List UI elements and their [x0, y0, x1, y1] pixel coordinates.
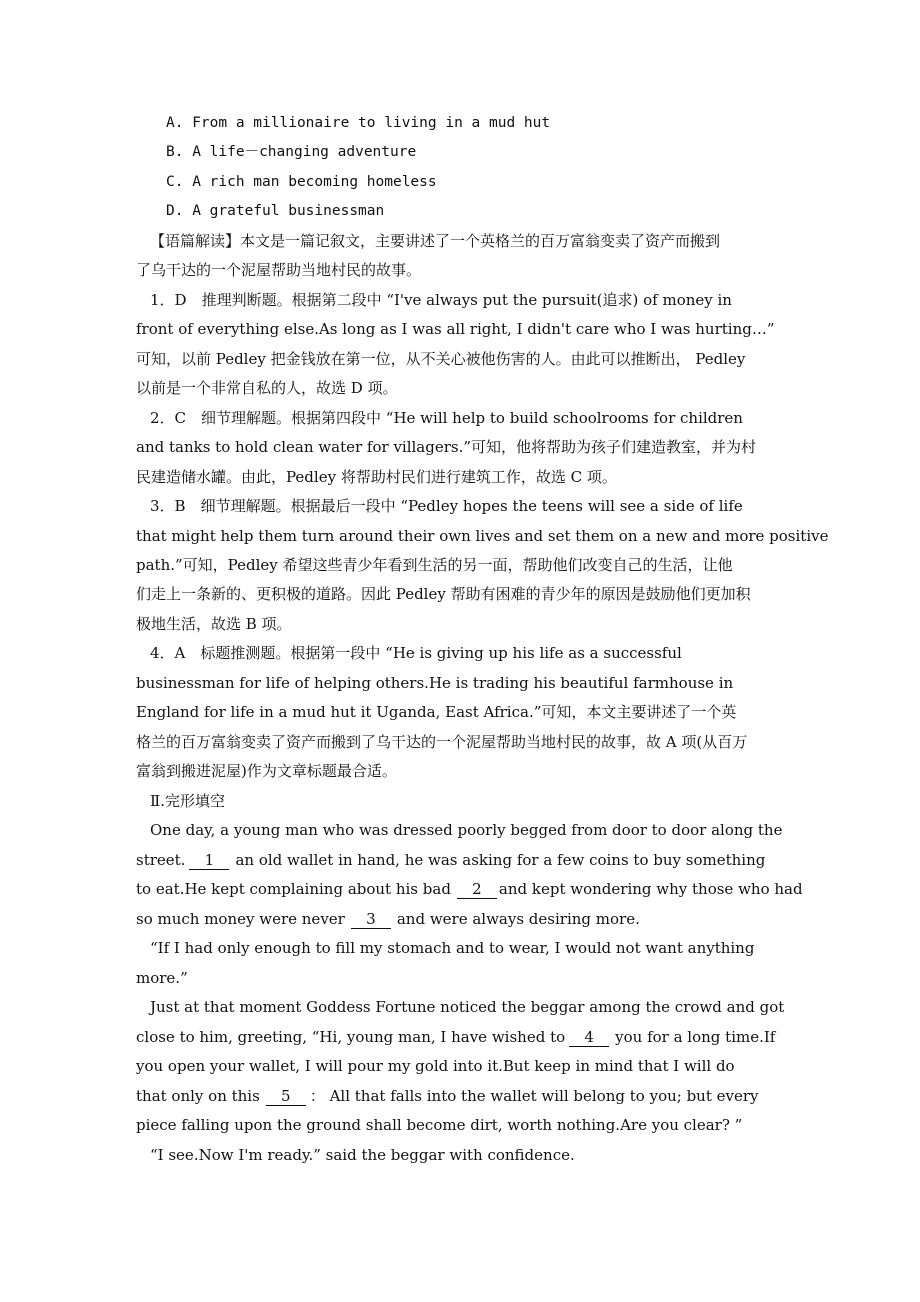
passage-line [136, 850, 765, 870]
answer-1-line: 以前是一个非常自私的人，故选 D 项。 [136, 379, 398, 397]
passage-line: Just at that moment Goddess Fortune noticed the beggar among the crowd and got [150, 998, 785, 1016]
answer-2-line: and tanks to hold clean water for villagers.”可知，他将帮助为孩子们建造教室，并为村 [136, 438, 757, 456]
passage-line: piece falling upon the ground shall become dirt, worth nothing.Are you clear? ” [136, 1116, 743, 1134]
answer-3-line: path.”可知，Pedley 希望这些青少年看到生活的另一面，帮助他们改变自己的生活，让他 [136, 556, 733, 574]
passage-text: to eat.He kept complaining about his bad [136, 880, 451, 898]
passage-text: close to him, greeting, “Hi, young man, I have wished to [136, 1028, 566, 1046]
answer-4-line: 格兰的百万富翁变卖了资产而搬到了乌干达的一个泥屋帮助当地村民的故事，故 A 项(从百万 [136, 733, 748, 751]
passage-text: an old wallet in hand, he was asking for a few coins to buy something [235, 851, 766, 869]
option-a: A. From a millionaire to living in a mud hut [166, 115, 551, 131]
answer-1-line: 1．D 推理判断题。根据第二段中 “I've always put the pursuit(追求) of money in [150, 291, 732, 309]
passage-line: “I see.Now I'm ready.” said the beggar with confidence. [150, 1146, 575, 1164]
passage-text: and were always desiring more. [396, 910, 640, 928]
analysis-line: 了乌干达的一个泥屋帮助当地村民的故事。 [136, 261, 422, 279]
blank-5[interactable]: 5 [266, 1087, 306, 1106]
passage-line: “If I had only enough to fill my stomach and to wear, I would not want anything [150, 939, 755, 957]
analysis-line: 【语篇解读】本文是一篇记叙文，主要讲述了一个英格兰的百万富翁变卖了资产而搬到 [150, 232, 721, 250]
answer-3-line: 极地生活，故选 B 项。 [136, 615, 292, 633]
passage-text: street. [136, 851, 186, 869]
blank-4[interactable]: 4 [569, 1028, 609, 1047]
passage-line: One day, a young man who was dressed poorly begged from door to door along the [150, 821, 783, 839]
answer-3-line: 3．B 细节理解题。根据最后一段中 “Pedley hopes the teens will see a side of life [150, 497, 743, 515]
passage-line: more.” [136, 969, 188, 987]
answer-4-line: businessman for life of helping others.He is trading his beautiful farmhouse in [136, 674, 734, 692]
section-title: Ⅱ.完形填空 [150, 792, 225, 810]
answer-2-line: 民建造储水罐。由此，Pedley 将帮助村民们进行建筑工作，故选 C 项。 [136, 468, 617, 486]
passage-text: ： All that falls into the wallet will belong to you; but every [309, 1087, 759, 1105]
answer-4-line: 4．A 标题推测题。根据第一段中 “He is giving up his life as a successful [150, 644, 682, 662]
answer-4-line: England for life in a mud hut it Uganda, East Africa.”可知，本文主要讲述了一个英 [136, 703, 737, 721]
answer-4-line: 富翁到搬进泥屋)作为文章标题最合适。 [136, 762, 397, 780]
passage-line [136, 879, 803, 899]
passage-text: you for a long time.If [615, 1028, 776, 1046]
answer-1-line: front of everything else.As long as I was all right, I didn't care who I was hurting…” [136, 320, 775, 338]
blank-3[interactable]: 3 [351, 910, 391, 929]
blank-2[interactable]: 2 [457, 880, 497, 899]
passage-text: and kept wondering why those who had [498, 880, 803, 898]
blank-1[interactable]: 1 [189, 851, 229, 870]
answer-3-line: 们走上一条新的、更积极的道路。因此 Pedley 帮助有困难的青少年的原因是鼓励他们更加积 [136, 585, 751, 603]
option-b: B. A life－changing adventure [166, 144, 417, 160]
passage-line: you open your wallet, I will pour my gold into it.But keep in mind that I will do [136, 1057, 735, 1075]
answer-3-line: that might help them turn around their own lives and set them on a new and more positive [136, 527, 829, 545]
option-d: D. A grateful businessman [166, 203, 385, 219]
passage-text: so much money were never [136, 910, 345, 928]
passage-line [136, 909, 640, 929]
passage-line [136, 1086, 759, 1106]
option-c: C. A rich man becoming homeless [166, 174, 437, 190]
passage-text: that only on this [136, 1087, 260, 1105]
passage-line [136, 1027, 775, 1047]
answer-1-line: 可知，以前 Pedley 把金钱放在第一位，从不关心被他伤害的人。由此可以推断出， Pedley [136, 350, 746, 368]
answer-2-line: 2．C 细节理解题。根据第四段中 “He will help to build schoolrooms for children [150, 409, 743, 427]
